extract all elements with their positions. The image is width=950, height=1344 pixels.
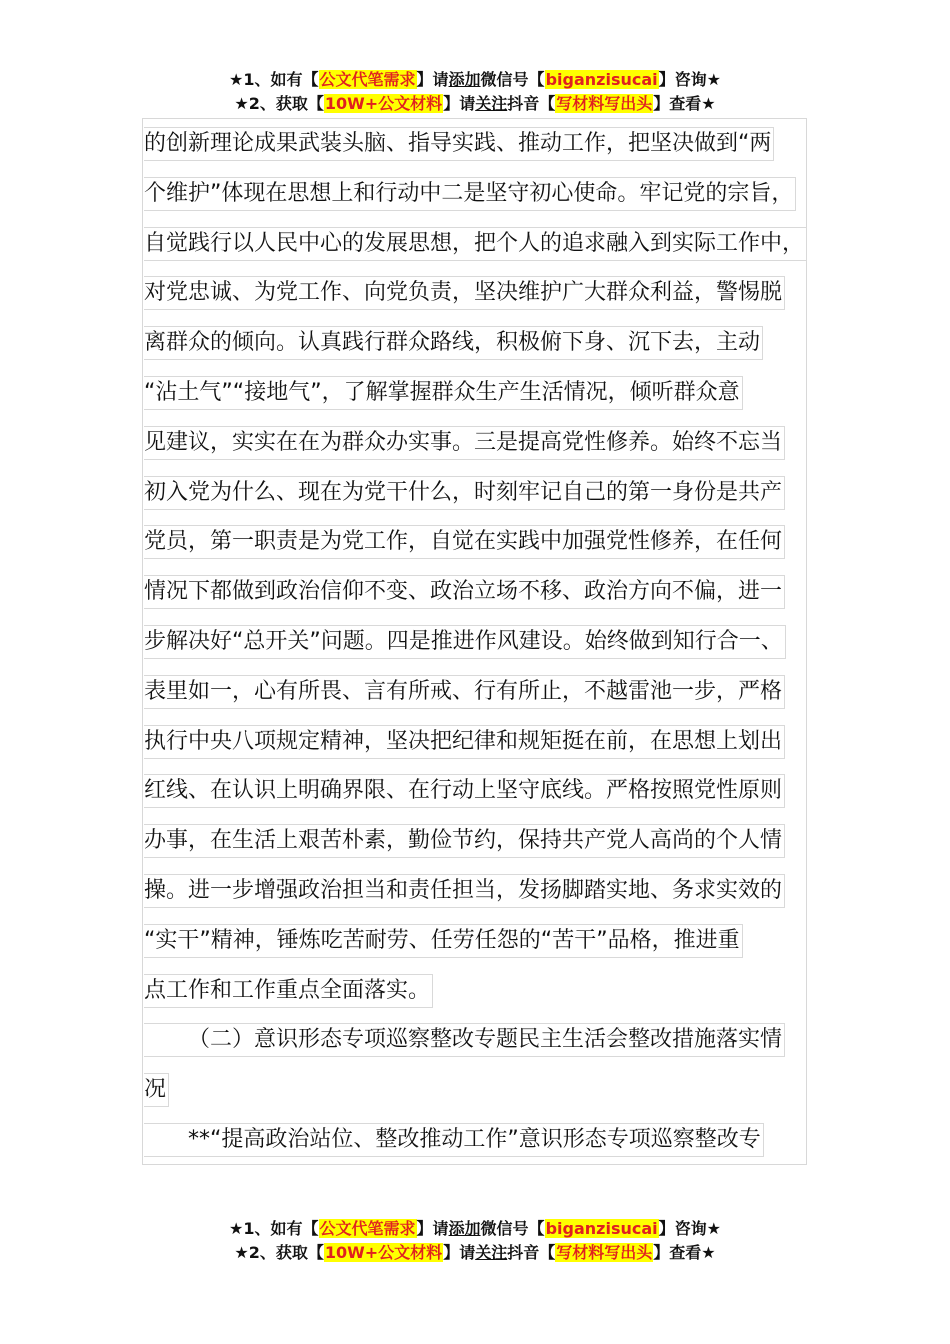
document-body <box>144 121 804 1167</box>
body-line-text: 初入党为什么、现在为党干什么，时刻牢记自己的第一身份是共产 <box>144 476 785 510</box>
header-banner <box>0 68 950 116</box>
body-line-text: 情况下都做到政治信仰不变、政治立场不移、政治方向不偏，进一 <box>144 575 785 609</box>
body-line <box>144 519 804 569</box>
body-line-text: 操。进一步增强政治担当和责任担当，发扬脚踏实地、务求实效的 <box>144 874 785 908</box>
body-line <box>144 221 804 271</box>
footer-line-1-prefix: ★1、如有【 <box>229 1219 319 1238</box>
body-line-text: “沾土气”“接地气”，了解掌握群众生产生活情况，倾听群众意 <box>144 376 743 410</box>
body-line-text: 自觉践行以人民中心的发展思想，把个人的追求融入到实际工作中， <box>144 227 807 261</box>
header-line-2-highlight-1: 10W+公文材料 <box>324 94 443 113</box>
body-line <box>144 171 804 221</box>
body-line <box>144 569 804 619</box>
body-line <box>144 1117 804 1167</box>
body-line-text: **“提高政治站位、整改推动工作”意识形态专项巡察整改专 <box>144 1123 764 1157</box>
body-line <box>144 121 804 171</box>
section-heading-line <box>144 1017 804 1067</box>
header-line-2-prefix: ★2、获取【 <box>234 94 324 113</box>
body-line-text: 表里如一，心有所畏、言有所戒、行有所止，不越雷池一步，严格 <box>144 675 785 709</box>
body-line-text: 步解决好“总开关”问题。四是推进作风建设。始终做到知行合一、 <box>144 625 786 659</box>
body-line-text: 点工作和工作重点全面落实。 <box>144 974 433 1008</box>
footer-line-2-highlight-2: 写材料写出头 <box>556 1243 653 1262</box>
footer-line-2-mid-1: 】请 <box>443 1243 476 1262</box>
footer-line-1-highlight-2: biganzisucai <box>545 1219 658 1238</box>
body-line <box>144 719 804 769</box>
footer-line-1-highlight-1: 公文代笔需求 <box>319 1219 416 1238</box>
header-line-2 <box>0 92 950 116</box>
footer-line-1 <box>0 1217 950 1241</box>
body-line-text: 党员，第一职责是为党工作，自觉在实践中加强党性修养，在任何 <box>144 525 785 559</box>
footer-line-2-mid-2: 抖音【 <box>507 1243 556 1262</box>
body-line <box>144 470 804 520</box>
section-heading-line <box>144 1067 804 1117</box>
header-line-1-mid-1: 】请 <box>416 70 449 89</box>
footer-line-2-prefix: ★2、获取【 <box>234 1243 324 1262</box>
body-line <box>144 768 804 818</box>
body-line <box>144 370 804 420</box>
body-line <box>144 669 804 719</box>
footer-line-1-mid-1: 】请 <box>416 1219 449 1238</box>
footer-line-2-highlight-1: 10W+公文材料 <box>324 1243 443 1262</box>
footer-line-1-suffix: 】咨询★ <box>658 1219 721 1238</box>
body-line-text: 执行中央八项规定精神，坚决把纪律和规矩挺在前，在思想上划出 <box>144 725 785 759</box>
footer-line-2-suffix: 】查看★ <box>653 1243 716 1262</box>
body-line <box>144 270 804 320</box>
header-line-1-prefix: ★1、如有【 <box>229 70 319 89</box>
body-line <box>144 320 804 370</box>
footer-line-2-underline: 关注 <box>475 1243 508 1262</box>
footer-banner <box>0 1217 950 1265</box>
section-heading-text: （二）意识形态专项巡察整改专题民主生活会整改措施落实情 <box>144 1023 785 1057</box>
header-line-1-highlight-1: 公文代笔需求 <box>319 70 416 89</box>
header-line-1-mid-2: 微信号【 <box>480 70 545 89</box>
footer-line-1-mid-2: 微信号【 <box>480 1219 545 1238</box>
body-line <box>144 918 804 968</box>
body-line-text: “实干”精神，锤炼吃苦耐劳、任劳任怨的“苦干”品格，推进重 <box>144 924 743 958</box>
header-line-2-mid-1: 】请 <box>443 94 476 113</box>
body-line-text: 见建议，实实在在为群众办实事。三是提高党性修养。始终不忘当 <box>144 426 785 460</box>
header-line-1-suffix: 】咨询★ <box>658 70 721 89</box>
header-line-2-underline: 关注 <box>475 94 508 113</box>
section-heading-text: 况 <box>144 1073 169 1107</box>
header-line-2-highlight-2: 写材料写出头 <box>556 94 653 113</box>
body-line-text: 的创新理论成果武装头脑、指导实践、推动工作，把坚决做到“两 <box>144 127 774 161</box>
footer-line-1-underline: 添加 <box>448 1219 481 1238</box>
body-line <box>144 818 804 868</box>
body-line <box>144 868 804 918</box>
body-line <box>144 619 804 669</box>
header-line-1 <box>0 68 950 92</box>
body-line-text: 办事，在生活上艰苦朴素，勤俭节约，保持共产党人高尚的个人情 <box>144 824 785 858</box>
header-line-1-highlight-2: biganzisucai <box>545 70 658 89</box>
body-line-text: 离群众的倾向。认真践行群众路线，积极俯下身、沉下去，主动 <box>144 326 763 360</box>
body-line-text: 个维护”体现在思想上和行动中二是坚守初心使命。牢记党的宗旨， <box>144 177 796 211</box>
body-line-text: 对党忠诚、为党工作、向党负责，坚决维护广大群众利益，警惕脱 <box>144 276 785 310</box>
header-line-2-suffix: 】查看★ <box>653 94 716 113</box>
footer-line-2 <box>0 1241 950 1265</box>
header-line-1-underline: 添加 <box>448 70 481 89</box>
body-line <box>144 968 804 1018</box>
body-line-text: 红线、在认识上明确界限、在行动上坚守底线。严格按照党性原则 <box>144 774 785 808</box>
header-line-2-mid-2: 抖音【 <box>507 94 556 113</box>
body-line <box>144 420 804 470</box>
